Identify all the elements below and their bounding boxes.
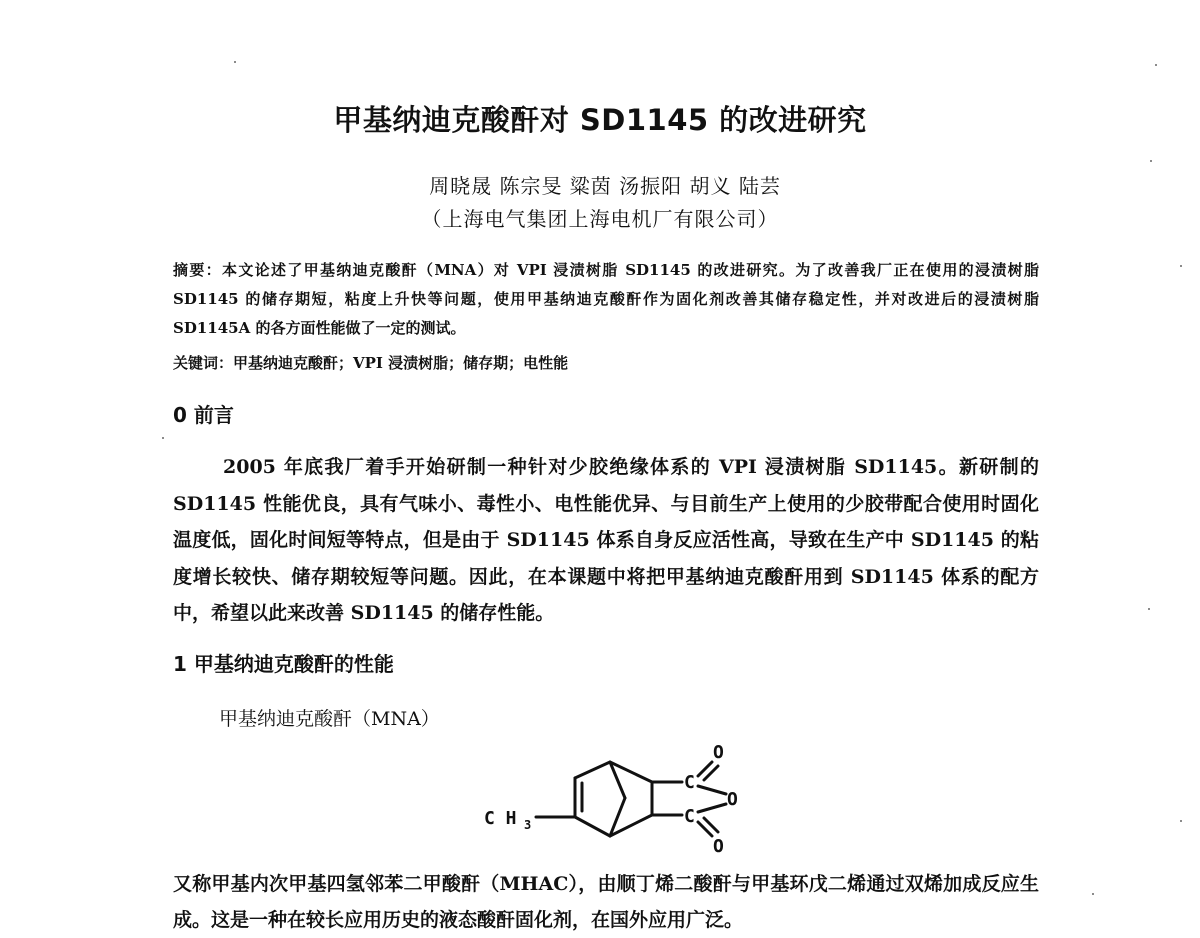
intro-paragraph: 2005 年底我厂着手开始研制一种针对少胶绝缘体系的 VPI 浸渍树脂 SD1145。新研制的 SD1145 性能优良，具有气味小、毒性小、电性能优异、与目前生产上使用的少胶带配合使用时固化温度低，固化时间短等特点，但是由于 SD1145 体系自身反应活性高，导致在生产中 SD1145 的粘度增长较快、储存期较短等问题。因此，在本课题中将把甲基纳迪克酸酐用到 SD1145 体系的配方中，希望以此来改善 SD1145 的储存性能。: [173, 456, 1039, 624]
keywords: [173, 349, 1039, 378]
ch3-subscript: 3: [524, 818, 532, 832]
section-heading-mna: 1 甲基纳迪克酸酐的性能: [173, 652, 394, 676]
keywords-text: 甲基纳迪克酸酐；VPI 浸渍树脂；储存期；电性能: [233, 354, 569, 372]
section-heading-intro: 0 前言: [173, 403, 234, 427]
scan-speck: [1092, 893, 1094, 895]
carbon-top-label: C: [684, 772, 695, 793]
paper-title: 甲基纳迪克酸酐对 SD1145 的改进研究: [333, 103, 867, 137]
abstract: [173, 256, 1039, 343]
scan-speck: [234, 61, 236, 63]
scan-speck: [1155, 64, 1157, 66]
oxygen-bottom-label: O: [713, 836, 724, 857]
affiliation: （上海电气集团上海电机厂有限公司）: [421, 207, 779, 231]
oxygen-top-label: O: [713, 742, 724, 763]
abstract-text: 本文论述了甲基纳迪克酸酐（MNA）对 VPI 浸渍树脂 SD1145 的改进研究。为了改善我厂正在使用的浸渍树脂 SD1145 的储存期短，粘度上升快等问题，使用甲基纳迪克酸酐作为固化剂改善其储存稳定性，并对改进后的浸渍树脂 SD1145A 的各方面性能做了一定的测试。: [173, 261, 1039, 337]
scan-speck: [162, 437, 164, 439]
scan-speck: [1150, 160, 1152, 162]
scan-speck: [1148, 608, 1150, 610]
mna-description-paragraph: 又称甲基内次甲基四氢邻苯二甲酸酐（MHAC），由顺丁烯二酸酐与甲基环戊二烯通过双烯加成反应生成。这是一种在较长应用历史的液态酸酐固化剂，在国外应用广泛。: [173, 873, 1039, 931]
ch3-label: C H: [484, 808, 517, 829]
abstract-label: 摘要：: [173, 261, 222, 279]
mna-structure-diagram: [480, 740, 760, 858]
author-list: 周晓晟 陈宗旻 粱茵 汤振阳 胡义 陆芸: [429, 174, 781, 198]
scan-speck: [1180, 265, 1182, 267]
ring-bottom-left-bond: [575, 817, 610, 836]
c-o-ring-top-bond: [698, 786, 726, 794]
c-o-ring-bottom-bond: [698, 804, 726, 812]
oxygen-ring-label: O: [727, 789, 738, 810]
ring-top-left-bond: [575, 762, 610, 778]
carbon-bottom-label: C: [684, 806, 695, 827]
keywords-label: 关键词：: [173, 354, 234, 372]
scan-speck: [1180, 820, 1182, 822]
compound-label: 甲基纳迪克酸酐（MNA）: [219, 708, 440, 730]
